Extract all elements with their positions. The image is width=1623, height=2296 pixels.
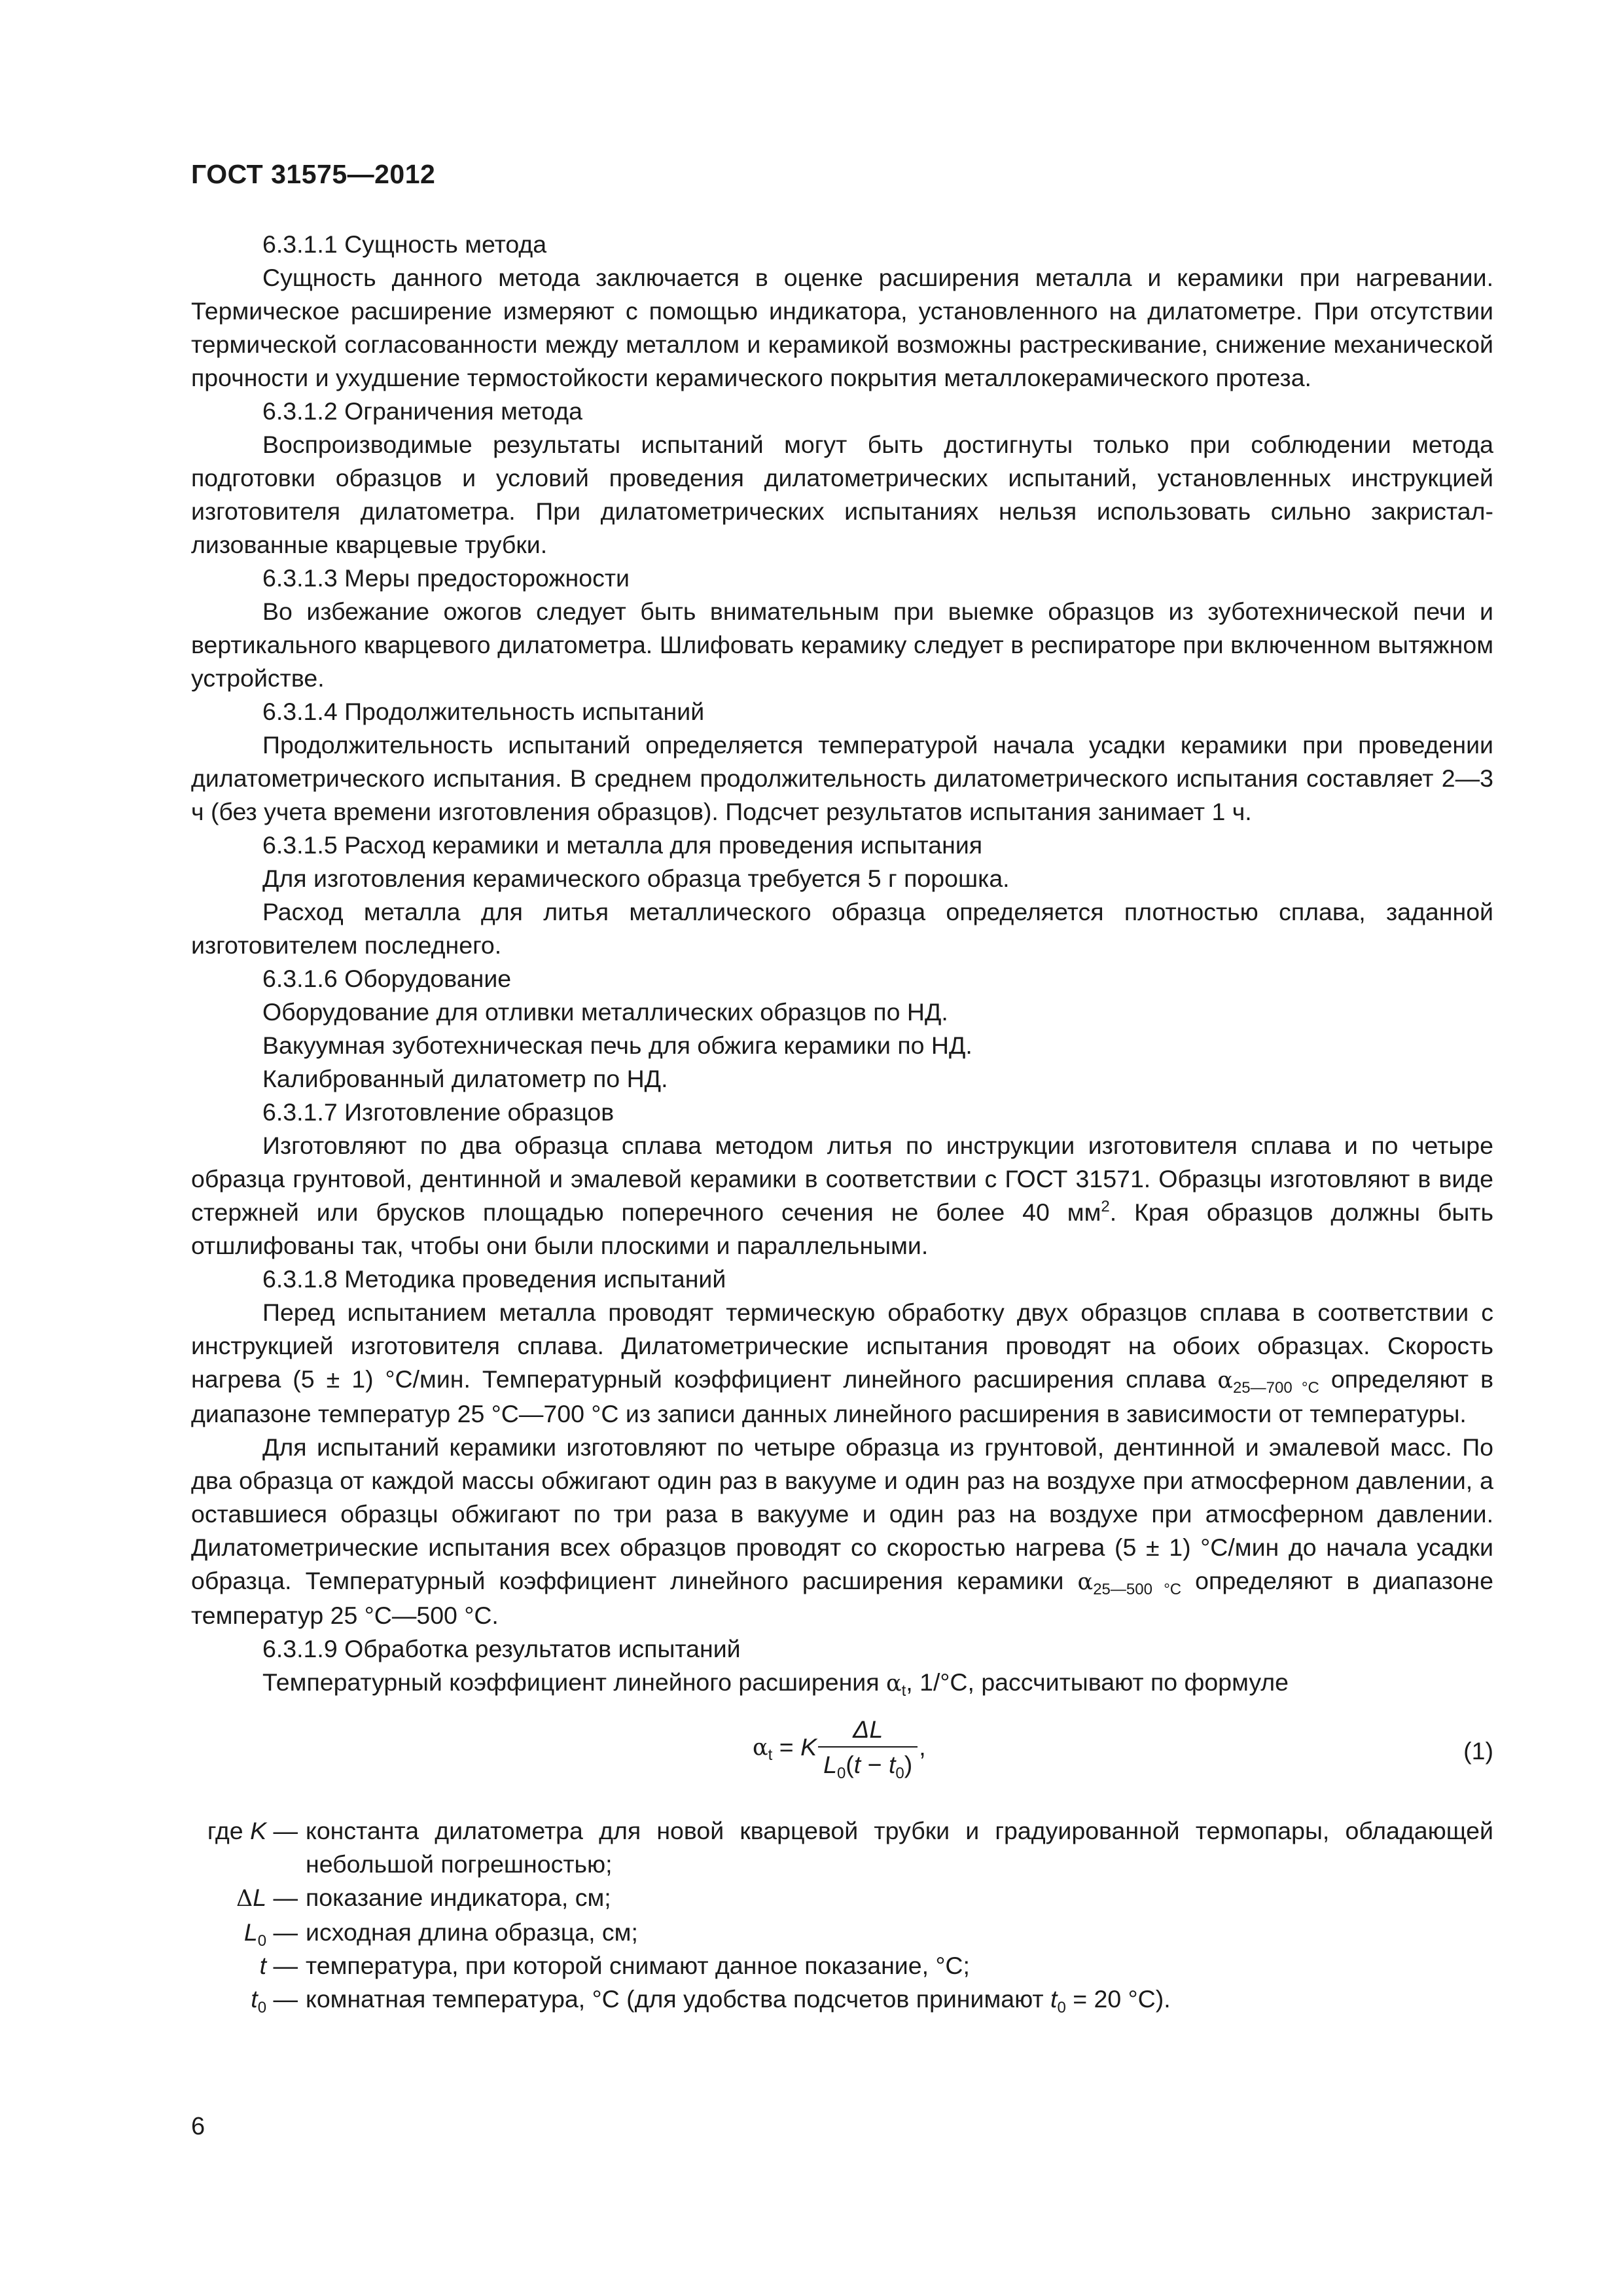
dash: — <box>266 1817 298 1844</box>
subscript: 0 <box>257 1932 267 1950</box>
section-heading-6-3-1-3: 6.3.1.3 Меры предосторожности <box>262 564 630 592</box>
paren: ( <box>846 1751 854 1778</box>
dash: — <box>266 1918 298 1946</box>
fraction-numerator: ΔL <box>853 1715 883 1743</box>
definition-item <box>191 1916 1493 1949</box>
section-heading-6-3-1-5: 6.3.1.5 Расход керамики и металла для проведения испытания <box>262 831 983 859</box>
subscript: 0 <box>836 1765 846 1782</box>
text-run: определяют в диапазоне температур 25 °С—700 °С из записи данных линейного расширения в зависимости от температуры. <box>191 1365 1493 1427</box>
text-run: Перед испытанием металла проводят термическую обработку двух образцов сплава в соответствии с инструкцией изготовителя сплава. Дилатометрические испытания проводят на обоих образцах. Скорость нагрева (5 ± 1) °С/мин. Температурный коэффициент линейного расширения сплава <box>191 1299 1493 1393</box>
text-run: = 20 °С). <box>1065 1985 1171 2013</box>
greek-letter: α <box>1077 1569 1094 1595</box>
definition-symbol <box>191 1949 306 1982</box>
subscript: t <box>901 1682 906 1700</box>
symbol-l0: L <box>243 1918 258 1946</box>
section-heading-6-3-1-2: 6.3.1.2 Ограничения метода <box>262 397 583 425</box>
symbol-k: K <box>250 1817 267 1844</box>
subscript: 25—700 °С <box>1232 1379 1319 1397</box>
section-heading-6-3-1-9: 6.3.1.9 Обработка результатов испытаний <box>262 1635 741 1662</box>
equation-number: (1) <box>1463 1737 1493 1765</box>
definition-item <box>191 1881 1493 1916</box>
equation-1 <box>191 1708 1493 1806</box>
formula-symbol: t <box>853 1751 861 1778</box>
paragraph: Калиброванный дилатометр по НД. <box>262 1065 668 1092</box>
where-word: где <box>207 1817 251 1844</box>
text-run: , 1/°С, рассчитывают по формуле <box>906 1668 1289 1696</box>
definition-item <box>191 1982 1493 2016</box>
paragraph: Для изготовления керамического образца требуется 5 г порошка. <box>262 865 1010 892</box>
paragraph: Оборудование для отливки металлических образцов по НД. <box>262 998 948 1026</box>
text-run: определяют в диапазоне температур 25 °С—500 °С. <box>191 1567 1493 1629</box>
definition-item <box>191 1949 1493 1982</box>
symbol-t: t <box>259 1952 267 1979</box>
paragraph: Сущность данного метода заключается в оценке расширения металла и керамики при нагревании. Термическое расширение измеряют с помощью индикатора, установленного на дилатометре. При отсутствии термической согласованности между металлом и керамикой возможны растрескивание, снижение механической прочности и ухудшение термостойкости керамического покрытия металлокерамического протеза. <box>191 264 1493 391</box>
paragraph <box>191 1666 1493 1700</box>
text-run: Температурный коэффициент линейного расширения <box>262 1668 886 1696</box>
definition-symbol <box>191 1881 306 1916</box>
symbol-t0: t <box>251 1985 258 2013</box>
definition-text: температура, при которой снимают данное показание, °С; <box>306 1952 970 1979</box>
text-run: Для испытаний керамики изготовляют по четыре образца из грунтовой, дентинной и эмалевой масс. По два образца от каждой массы обжигают один раз в вакууме и один раз на воздухе при атмосферном давлении, а оставшиеся образцы обжигают по три раза в вакууме и один раз на воздухе при атмосферном давлении. Дилатометрические испытания всех образцов проводят со скоростью нагрева (5 ± 1) °С/мин до начала усадки образца. Температурный коэффициент линейного расширения керамики <box>191 1433 1493 1594</box>
symbol-l: L <box>253 1884 267 1911</box>
subscript: 0 <box>257 1999 267 2017</box>
paren: ) <box>904 1751 913 1778</box>
definition-text <box>306 1982 1493 2016</box>
greek-letter: α <box>885 1670 902 1696</box>
text-run: комнатная температура, °С (для удобства подсчетов принимают <box>306 1985 1051 2013</box>
equals-sign: = <box>772 1732 801 1761</box>
symbol-t0-inline: t <box>1050 1985 1058 2013</box>
greek-letter: α <box>1217 1367 1233 1393</box>
greek-letter: α <box>753 1734 768 1761</box>
dash: — <box>266 1985 298 2013</box>
paragraph: Воспроизводимые результаты испытаний могут быть достигнуты только при соблюдении метода подготовки образцов и условий проведения дилатометрических испытаний, установленных инструкцией изготовителя дилатометра. При дилатометрических испытаниях нельзя использовать сильно закристаллизованные кварцевые трубки. <box>191 431 1493 558</box>
definition-text: показание индикатора, см; <box>306 1884 611 1911</box>
subscript: 0 <box>895 1765 904 1782</box>
superscript: 2 <box>1101 1198 1110 1215</box>
formula-lhs <box>753 1730 772 1765</box>
dash: — <box>266 1952 298 1979</box>
paragraph: Во избежание ожогов следует быть внимательным при выемке образцов из зуботехнической печи и вертикального кварцевого дилатометра. Шлифовать керамику следует в респираторе при включенном вытяжном устройстве. <box>191 598 1493 692</box>
greek-letter: Δ <box>236 1886 253 1912</box>
document-body <box>191 228 1493 2016</box>
paragraph: Продолжительность испытаний определяется температурой начала усадки керамики при проведении дилатометрического испытания. В среднем продолжительность дилатометрического испытания составляет 2—3 ч (без учета времени изготовления образцов). Подсчет результатов испытания занимает 1 ч. <box>191 731 1493 825</box>
alpha-symbol <box>1077 1567 1182 1598</box>
definition-text: исходная длина образца, см; <box>306 1918 638 1946</box>
page-number: 6 <box>191 2113 205 2140</box>
paragraph: Вакуумная зуботехническая печь для обжига керамики по НД. <box>262 1031 972 1059</box>
formula-comma: , <box>919 1732 926 1761</box>
definition-text: константа дилатометра для новой кварцевой трубки и градуированной термопары, обладающей небольшой погрешностью; <box>306 1817 1493 1878</box>
definition-item <box>191 1814 1493 1881</box>
definitions-list <box>191 1814 1493 2016</box>
subscript: t <box>768 1746 773 1764</box>
section-heading-6-3-1-4: 6.3.1.4 Продолжительность испытаний <box>262 698 705 725</box>
formula <box>753 1715 926 1782</box>
definition-symbol <box>191 1982 306 2016</box>
section-heading-6-3-1-8: 6.3.1.8 Методика проведения испытаний <box>262 1265 726 1293</box>
paragraph: Расход металла для литья металлического образца определяется плотностью сплава, заданной изготовителем последнего. <box>191 898 1493 959</box>
fraction <box>818 1715 918 1782</box>
formula-symbol: t <box>888 1751 896 1778</box>
fraction-denominator <box>818 1746 918 1782</box>
section-heading-6-3-1-7: 6.3.1.7 Изготовление образцов <box>262 1098 615 1126</box>
definition-symbol <box>191 1814 306 1848</box>
text-run: Изготовляют по два образца сплава методом литья по инструкции изготовителя сплава и по четыре образца грунтовой, дентинной и эмалевой керамики в соответствии с ГОСТ 31571. Образцы изготовляют в виде стержней или брусков площадью поперечного сечения не более 40 мм <box>191 1132 1493 1226</box>
document-header: ГОСТ 31575—2012 <box>191 159 436 189</box>
section-heading-6-3-1-6: 6.3.1.6 Оборудование <box>262 965 512 992</box>
minus-sign: − <box>861 1751 889 1778</box>
definition-symbol <box>191 1916 306 1949</box>
formula-constant: K <box>800 1732 817 1761</box>
section-heading-6-3-1-1: 6.3.1.1 Сущность метода <box>262 230 547 258</box>
subscript: 0 <box>1057 1999 1066 2017</box>
paragraph <box>191 1431 1493 1632</box>
dash: — <box>266 1884 298 1911</box>
text-run: . Края образцов должны быть отшлифованы так, чтобы они были плоскими и параллельными. <box>191 1198 1493 1259</box>
alpha-symbol <box>1217 1365 1319 1397</box>
formula-symbol: L <box>823 1751 837 1778</box>
paragraph <box>191 1129 1493 1263</box>
paragraph <box>191 1296 1493 1431</box>
subscript: 25—500 °С <box>1093 1581 1182 1598</box>
alpha-symbol <box>885 1668 906 1700</box>
